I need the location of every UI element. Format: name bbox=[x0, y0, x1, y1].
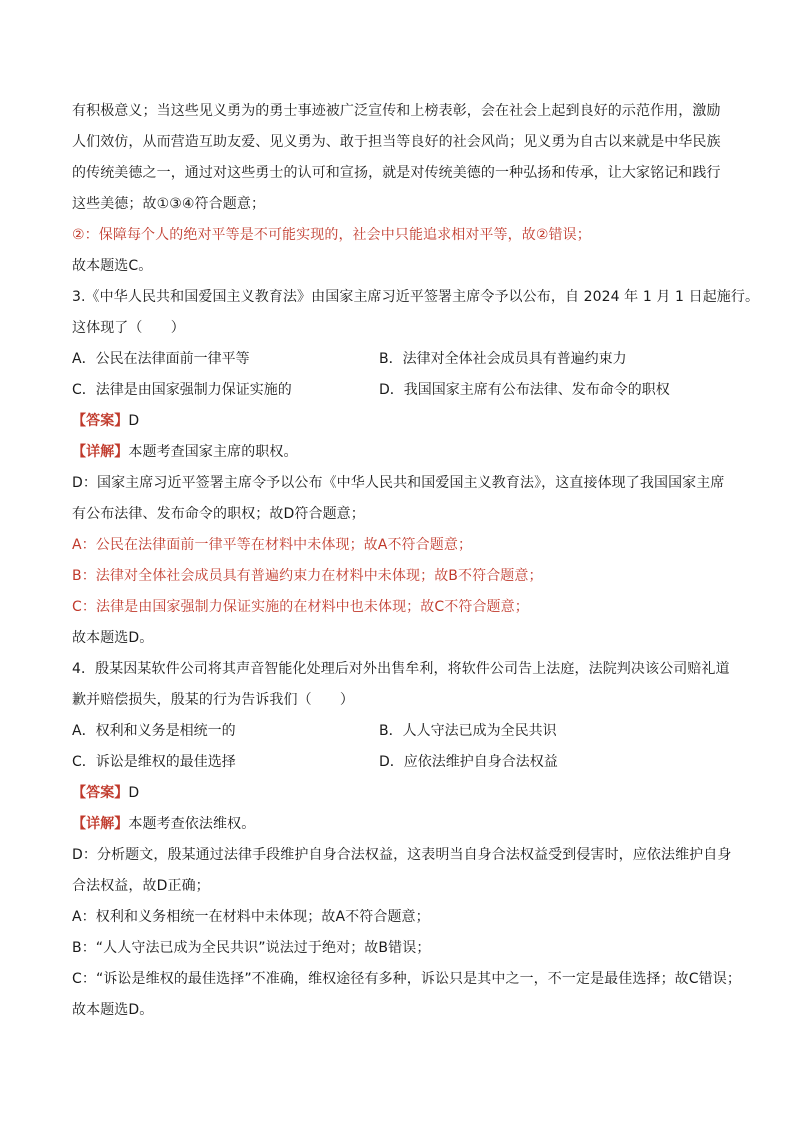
q3-detail-text: 本题考查国家主席的职权。 bbox=[128, 444, 298, 460]
q3-conclusion: 故本题选D。 bbox=[72, 630, 154, 646]
q4-analysis-a: A：权利和义务相统一在材料中未体现；故A不符合题意； bbox=[72, 909, 430, 925]
q2-intro-line-2: 人们效仿，从而营造互助友爱、见义勇为、敢于担当等良好的社会风尚；见义勇为自古以来就是中华民族 bbox=[72, 134, 721, 150]
q3-analysis-a: A：公民在法律面前一律平等在材料中未体现；故A不符合题意； bbox=[72, 537, 473, 553]
q4-stem-line-1: 4．殷某因某软件公司将其声音智能化处理后对外出售牟利，将软件公司告上法庭，法院判决该公司赔礼道 bbox=[72, 661, 730, 677]
q3-options-row-1 bbox=[72, 344, 724, 375]
q2-conclusion: 故本题选C。 bbox=[72, 258, 153, 274]
q4-option-b: B．人人守法已成为全民共识 bbox=[379, 723, 557, 739]
q4-options-row-1 bbox=[72, 716, 724, 747]
q4-option-c: C．诉讼是维权的最佳选择 bbox=[72, 754, 236, 770]
q3-stem-line-2: 这体现了（ ） bbox=[72, 320, 185, 336]
q3-option-a: A．公民在法律面前一律平等 bbox=[72, 351, 250, 367]
q4-answer-label: 【答案】 bbox=[72, 785, 129, 801]
q3-answer-label: 【答案】 bbox=[72, 413, 129, 429]
q3-analysis-d-line-2: 有公布法律、发布命令的职权；故D符合题意； bbox=[72, 506, 365, 522]
q3-answer-value: D bbox=[128, 413, 140, 429]
q4-analysis-d-line-1: D：分析题文，殷某通过法律手段维护自身合法权益，这表明当自身合法权益受到侵害时，应依法维护自身 bbox=[72, 847, 732, 863]
q2-intro-line-4: 这些美德；故①③④符合题意； bbox=[72, 196, 266, 212]
q2-error-line: ②：保障每个人的绝对平等是不可能实现的，社会中只能追求相对平等，故②错误； bbox=[72, 227, 591, 243]
q3-detail-label: 【详解】 bbox=[72, 444, 129, 460]
q4-detail-label: 【详解】 bbox=[72, 816, 129, 832]
document-page bbox=[72, 96, 760, 1026]
q4-stem-line-2: 歉并赔偿损失，殷某的行为告诉我们（ ） bbox=[72, 692, 354, 708]
q3-analysis-d-line-1: D：国家主席习近平签署主席令予以公布《中华人民共和国爱国主义教育法》，这直接体现了我国国家主席 bbox=[72, 475, 725, 491]
question-4 bbox=[72, 654, 741, 1026]
q3-answer bbox=[72, 406, 724, 437]
q4-options-row-2 bbox=[72, 747, 724, 778]
q3-detail bbox=[72, 437, 724, 468]
q3-analysis-c: C：法律是由国家强制力保证实施的在材料中也未体现；故C不符合题意； bbox=[72, 599, 529, 615]
q3-option-c: C．法律是由国家强制力保证实施的 bbox=[72, 382, 292, 398]
q3-option-d: D．我国国家主席有公布法律、发布命令的职权 bbox=[379, 382, 670, 398]
q4-analysis-d-line-2: 合法权益，故D正确； bbox=[72, 878, 210, 894]
question-3 bbox=[72, 282, 760, 654]
q4-conclusion: 故本题选D。 bbox=[72, 1002, 154, 1018]
q4-detail-text: 本题考查依法维权。 bbox=[128, 816, 256, 832]
q3-option-b: B．法律对全体社会成员具有普遍约束力 bbox=[379, 351, 627, 367]
q4-option-d: D．应依法维护自身合法权益 bbox=[379, 754, 558, 770]
q4-detail bbox=[72, 809, 724, 840]
q4-option-a: A．权利和义务是相统一的 bbox=[72, 723, 236, 739]
q4-analysis-c: C：“诉讼是维权的最佳选择”不准确，维权途径有多种，诉讼只是其中之一，不一定是最佳选择；故C错误； bbox=[72, 971, 741, 987]
q2-explanation bbox=[72, 96, 724, 282]
q2-intro-line-3: 的传统美德之一，通过对这些勇士的认可和宣扬，就是对传统美德的一种弘扬和传承，让大家铭记和践行 bbox=[72, 165, 721, 181]
q4-analysis-b: B：“人人守法已成为全民共识”说法过于绝对；故B错误； bbox=[72, 940, 431, 956]
q4-answer-value: D bbox=[128, 785, 140, 801]
q2-intro-line-1: 有积极意义；当这些见义勇为的勇士事迹被广泛宣传和上榜表彰，会在社会上起到良好的示范作用，激励 bbox=[72, 103, 721, 119]
q3-options-row-2 bbox=[72, 375, 724, 406]
q4-answer bbox=[72, 778, 724, 809]
q3-stem-line-1: 3.《中华人民共和国爱国主义教育法》由国家主席习近平签署主席令予以公布，自 2024 年 1 月 1 日起施行。 bbox=[72, 289, 760, 305]
q3-analysis-b: B：法律对全体社会成员具有普遍约束力在材料中未体现；故B不符合题意； bbox=[72, 568, 543, 584]
